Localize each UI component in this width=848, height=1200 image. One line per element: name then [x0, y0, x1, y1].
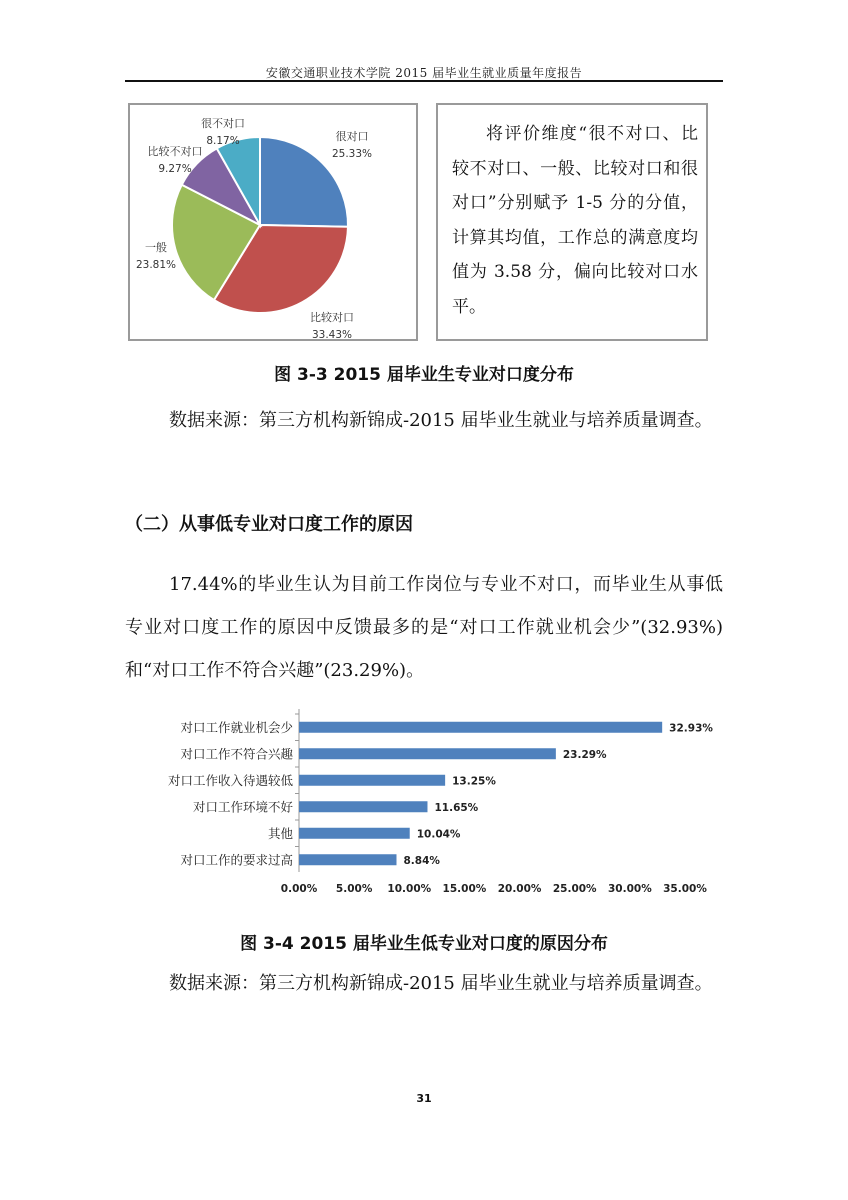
- bar: [299, 801, 427, 812]
- bar-value-label: 13.25%: [452, 775, 496, 788]
- data-source-text-1: 数据来源：第三方机构新锦成-2015 届毕业生就业与培养质量调查。: [169, 410, 713, 431]
- pie-value-label: 9.27%: [158, 163, 192, 175]
- pie-chart-frame: [128, 103, 418, 341]
- bar-category-label: 对口工作环境不好: [192, 799, 293, 815]
- bar-category-label: 对口工作不符合兴趣: [180, 746, 293, 762]
- body-paragraph-text: 17.44%的毕业生认为目前工作岗位与专业不对口，而毕业生从事低专业对口度工作的原因中反馈最多的是“对口工作就业机会少”(32.93%)和“对口工作不符合兴趣”(23.29%)。: [125, 574, 723, 681]
- data-source-text-2: 数据来源：第三方机构新锦成-2015 届毕业生就业与培养质量调查。: [169, 973, 713, 994]
- bar-category-label: 对口工作的要求过高: [180, 852, 293, 868]
- pie-category-label: 比较对口: [310, 311, 354, 324]
- bar-category-label: 对口工作就业机会少: [180, 719, 293, 735]
- page-header: 安徽交通职业技术学院 2015 届毕业生就业质量年度报告: [265, 66, 583, 80]
- x-tick-label: 5.00%: [335, 883, 373, 895]
- x-tick-label: 10.00%: [387, 883, 432, 895]
- x-tick-label: 20.00%: [497, 883, 542, 895]
- bar-value-label: 11.65%: [434, 801, 479, 814]
- page-number: 31: [416, 1092, 432, 1105]
- x-tick-label: 15.00%: [442, 883, 487, 895]
- bar: [299, 722, 662, 733]
- major-match-pie-chart: [130, 105, 416, 339]
- header-rule: [125, 80, 723, 82]
- note-box: [436, 103, 708, 341]
- bar: [299, 748, 556, 759]
- figure-3-4-caption: 图 3-4 2015 届毕业生低专业对口度的原因分布: [240, 934, 608, 954]
- section-heading: （二）从事低专业对口度工作的原因: [125, 514, 413, 535]
- pie-value-label: 23.81%: [135, 259, 177, 271]
- note-text: 将评价维度“很不对口、比较不对口、一般、比较对口和很对口”分别赋予 1-5 分的分值，计算其均值，工作总的满意度均值为 3.58 分，偏向比较对口水平。: [452, 124, 698, 317]
- x-tick-label: 30.00%: [607, 883, 652, 895]
- data-source-note-1: [125, 399, 723, 443]
- bar-value-label: 8.84%: [403, 854, 440, 867]
- bar-category-label: 对口工作收入待遇较低: [167, 772, 293, 788]
- body-paragraph: [125, 563, 723, 692]
- bar-value-label: 10.04%: [416, 828, 461, 841]
- pie-category-label: 一般: [145, 241, 167, 254]
- x-tick-label: 35.00%: [663, 883, 707, 895]
- pie-category-label: 很不对口: [201, 117, 245, 130]
- pie-value-label: 33.43%: [311, 329, 353, 339]
- figure-3-3-caption: 图 3-3 2015 届毕业生专业对口度分布: [274, 365, 574, 385]
- x-tick-label: 25.00%: [552, 883, 597, 895]
- bar-value-label: 32.93%: [669, 722, 713, 735]
- data-source-note-2: [125, 962, 723, 1006]
- bar-category-label: 其他: [267, 825, 293, 841]
- pie-category-label: 比较不对口: [147, 145, 203, 158]
- bar: [299, 854, 396, 865]
- bar-value-label: 23.29%: [562, 748, 607, 761]
- pie-value-label: 25.33%: [331, 148, 373, 160]
- pie-value-label: 8.17%: [206, 135, 240, 147]
- reasons-bar-chart: [128, 705, 728, 905]
- bar: [299, 828, 410, 839]
- bar: [299, 775, 445, 786]
- pie-category-label: 很对口: [335, 130, 369, 143]
- x-tick-label: 0.00%: [280, 883, 318, 895]
